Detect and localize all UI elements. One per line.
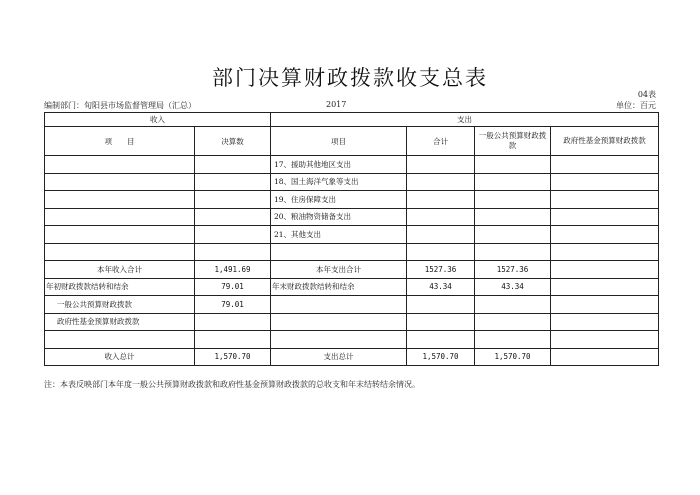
col-general-budget: 一般公共预算财政拨款: [475, 127, 551, 156]
budget-summary-table: [44, 112, 659, 366]
expense-item: 18、国土海洋气象等支出: [271, 173, 407, 191]
col-expense-item: 项目: [271, 127, 407, 156]
table-row: [45, 208, 659, 226]
grand-total-row: [45, 348, 659, 366]
page-title: 部门决算财政拨款收支总表: [212, 66, 488, 90]
expense-header: 支出: [271, 113, 659, 127]
income-total-label: 收入总计: [45, 348, 195, 366]
table-note: 注：本表反映部门本年度一般公共预算财政拨款和政府性基金预算财政拨款的总收支和年末结转结余情况。: [44, 380, 420, 389]
annual-expense-total: 1527.36: [407, 261, 475, 279]
carryover-end-label: 年末财政拨款结转和结余: [271, 278, 407, 296]
general-budget-value: 79.01: [195, 296, 271, 314]
fund-budget-label: 政府性基金预算财政拨款: [45, 313, 195, 331]
annual-expense-general: 1527.36: [475, 261, 551, 279]
expense-total-label: 支出总计: [271, 348, 407, 366]
form-number: 04表: [637, 90, 656, 99]
table-row: [45, 226, 659, 244]
income-header: 收入: [45, 113, 271, 127]
col-fund-budget: 政府性基金预算财政拨款: [551, 127, 659, 156]
expense-item: 21、其他支出: [271, 226, 407, 244]
carryover-begin-value: 79.01: [195, 278, 271, 296]
annual-income-label: 本年收入合计: [45, 261, 195, 279]
table-header-row: [45, 113, 659, 127]
annual-income-value: 1,491.69: [195, 261, 271, 279]
carryover-end-total: 43.34: [407, 278, 475, 296]
carryover-begin-label: 年初财政拨款结转和结余: [45, 278, 195, 296]
table-row: [45, 313, 659, 331]
table-row: [45, 296, 659, 314]
year-label: 2017: [326, 100, 347, 109]
unit-label: 单位：百元: [616, 101, 656, 110]
table-row: [45, 331, 659, 349]
col-income-amount: 决算数: [195, 127, 271, 156]
expense-total-general: 1,570.70: [475, 348, 551, 366]
expense-item: 20、粮油物资储备支出: [271, 208, 407, 226]
compiler-label: 编制部门：旬阳县市场监督管理局（汇总）: [44, 101, 196, 110]
table-row: [45, 156, 659, 174]
expense-item: 19、住房保障支出: [271, 191, 407, 209]
expense-total-total: 1,570.70: [407, 348, 475, 366]
table-row: [45, 191, 659, 209]
col-total: 合计: [407, 127, 475, 156]
expense-item: 17、援助其他地区支出: [271, 156, 407, 174]
general-budget-label: 一般公共预算财政拨款: [45, 296, 195, 314]
annual-total-row: [45, 261, 659, 279]
annual-expense-label: 本年支出合计: [271, 261, 407, 279]
col-income-item: 项 目: [45, 127, 195, 156]
carryover-end-general: 43.34: [475, 278, 551, 296]
table-row: [45, 243, 659, 261]
income-total-value: 1,570.70: [195, 348, 271, 366]
table-row: [45, 173, 659, 191]
carryover-row: [45, 278, 659, 296]
column-header-row: [45, 127, 659, 156]
